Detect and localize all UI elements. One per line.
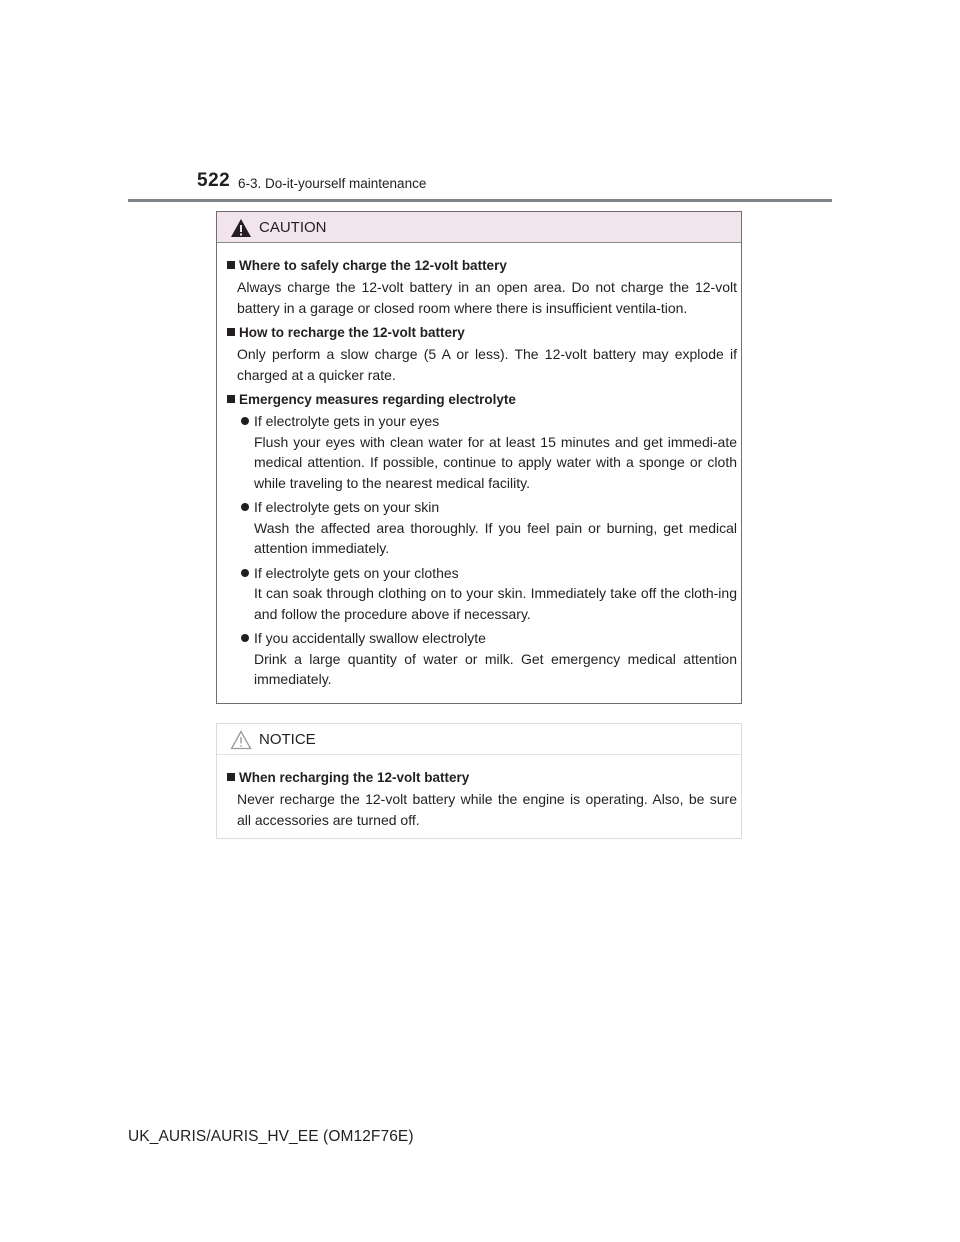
electrolyte-subitem [221,628,737,690]
caution-item-text: Always charge the 12-volt battery in an open area. Do not charge the 12-volt battery in a garage or closed room where there is insufficient ventila-tion. [237,279,737,316]
square-bullet-icon [227,261,235,269]
notice-label: NOTICE [259,731,316,748]
round-bullet-icon [241,417,249,425]
notice-header [217,724,741,755]
caution-item-title: How to recharge the 12-volt battery [221,323,737,342]
electrolyte-subitem [221,411,737,493]
round-bullet-icon [241,569,249,577]
caution-box [216,211,742,704]
notice-item-text: Never recharge the 12-volt battery while the engine is operating. Also, be sure all accessories are turned off. [237,791,737,828]
subitem-text: Drink a large quantity of water or milk. Get emergency medical attention immediately. [254,650,737,687]
notice-box [216,723,742,839]
caution-item-title: Emergency measures regarding electrolyte [221,390,737,409]
square-bullet-icon [227,773,235,781]
notice-item-title: When recharging the 12-volt battery [221,768,737,787]
subitem-heading: If electrolyte gets on your skin [254,499,440,515]
caution-item-text: Only perform a slow charge (5 A or less). The 12-volt battery may explode if charged at a quicker rate. [237,346,737,383]
warning-triangle-icon [230,218,252,238]
square-bullet-icon [227,328,235,336]
subitem-text: It can soak through clothing on to your skin. Immediately take off the cloth-ing and follow the procedure above if necessary. [254,585,737,622]
round-bullet-icon [241,634,249,642]
caution-header [217,212,741,243]
electrolyte-subitem [221,563,737,625]
page-number: 522 [197,170,231,191]
subitem-text: Flush your eyes with clean water for at least 15 minutes and get immedi-ate medical attention. If possible, continue to apply water with a sponge or cloth while traveling to the nearest medical facility. [254,433,737,491]
square-bullet-icon [227,395,235,403]
notice-triangle-icon [230,730,252,750]
caution-item-title: Where to safely charge the 12-volt battery [221,256,737,275]
notice-body [217,755,741,830]
electrolyte-subitem [221,497,737,559]
subitem-heading: If electrolyte gets in your eyes [254,413,440,429]
caution-body [217,243,741,690]
footer-model-code: UK_AURIS/AURIS_HV_EE (OM12F76E) [128,1128,414,1145]
section-title: 6-3. Do-it-yourself maintenance [238,176,427,191]
subitem-heading: If you accidentally swallow electrolyte [254,630,486,646]
subitem-text: Wash the affected area thoroughly. If you feel pain or burning, get medical attention immediately. [254,519,737,556]
round-bullet-icon [241,503,249,511]
caution-label: CAUTION [259,219,327,236]
header-rule [128,199,832,202]
subitem-heading: If electrolyte gets on your clothes [254,564,459,581]
